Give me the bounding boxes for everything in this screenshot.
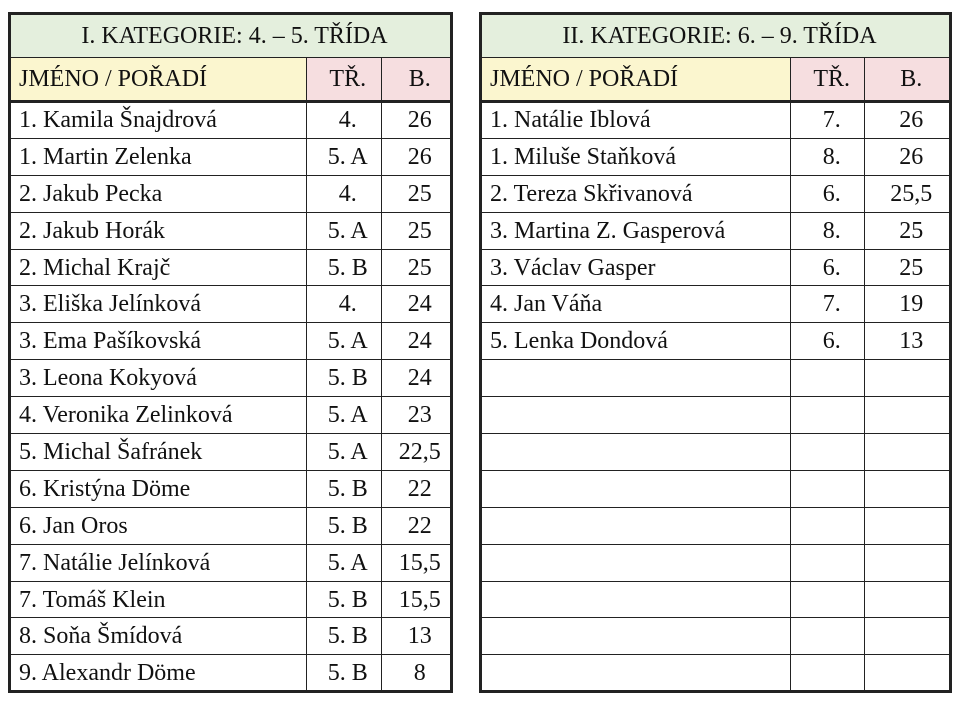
table-row — [10, 655, 452, 692]
score-cell — [865, 470, 951, 507]
name-cell — [481, 434, 791, 471]
score-cell: 13 — [381, 618, 451, 655]
name-cell: 2. Michal Krajč — [10, 249, 307, 286]
class-cell: 5. A — [307, 397, 382, 434]
class-cell: 6. — [790, 175, 864, 212]
score-cell: 25,5 — [865, 175, 951, 212]
score-cell: 26 — [865, 138, 951, 175]
name-cell: 2. Jakub Pecka — [10, 175, 307, 212]
name-cell: 1. Martin Zelenka — [10, 138, 307, 175]
score-cell: 23 — [381, 397, 451, 434]
table-row — [481, 249, 951, 286]
class-cell: 8. — [790, 138, 864, 175]
score-cell: 15,5 — [381, 544, 451, 581]
table-row — [481, 175, 951, 212]
table-row — [481, 286, 951, 323]
class-cell: 5. A — [307, 434, 382, 471]
class-cell — [790, 397, 864, 434]
table-row — [481, 655, 951, 692]
class-cell — [790, 544, 864, 581]
score-cell: 25 — [381, 212, 451, 249]
class-cell: 4. — [307, 286, 382, 323]
table-row — [10, 212, 452, 249]
score-cell: 13 — [865, 323, 951, 360]
table-row — [10, 249, 452, 286]
score-cell — [865, 618, 951, 655]
name-cell — [481, 618, 791, 655]
class-cell: 6. — [790, 323, 864, 360]
name-cell: 3. Eliška Jelínková — [10, 286, 307, 323]
table-row — [481, 544, 951, 581]
name-cell: 9. Alexandr Döme — [10, 655, 307, 692]
class-cell: 5. B — [307, 470, 382, 507]
name-cell: 8. Soňa Šmídová — [10, 618, 307, 655]
category-2-title: II. KATEGORIE: 6. – 9. TŘÍDA — [481, 14, 951, 58]
table-row — [10, 507, 452, 544]
score-cell: 25 — [381, 249, 451, 286]
score-cell: 25 — [381, 175, 451, 212]
table-row — [481, 470, 951, 507]
table-row — [481, 507, 951, 544]
name-cell: 3. Ema Pašíkovská — [10, 323, 307, 360]
table-row — [481, 323, 951, 360]
score-cell — [865, 397, 951, 434]
name-cell: 1. Miluše Staňková — [481, 138, 791, 175]
class-header: TŘ. — [790, 58, 864, 102]
score-cell: 26 — [381, 138, 451, 175]
score-cell: 22,5 — [381, 434, 451, 471]
class-cell — [790, 470, 864, 507]
score-cell — [865, 581, 951, 618]
name-cell: 2. Jakub Horák — [10, 212, 307, 249]
class-cell: 5. B — [307, 249, 382, 286]
table-row — [10, 544, 452, 581]
table-row — [481, 212, 951, 249]
score-cell: 19 — [865, 286, 951, 323]
score-cell: 25 — [865, 212, 951, 249]
score-cell: 24 — [381, 286, 451, 323]
category-1-title: I. KATEGORIE: 4. – 5. TŘÍDA — [10, 14, 452, 58]
class-cell: 5. B — [307, 507, 382, 544]
score-cell: 25 — [865, 249, 951, 286]
name-cell: 1. Natálie Iblová — [481, 102, 791, 139]
category-2-table — [479, 12, 952, 693]
class-cell: 4. — [307, 102, 382, 139]
table-row — [481, 360, 951, 397]
class-cell: 7. — [790, 286, 864, 323]
table-row — [10, 102, 452, 139]
score-cell: 24 — [381, 323, 451, 360]
table-row — [481, 434, 951, 471]
class-cell — [790, 360, 864, 397]
class-cell: 5. A — [307, 544, 382, 581]
score-cell — [865, 507, 951, 544]
score-cell — [865, 434, 951, 471]
name-cell — [481, 397, 791, 434]
table-row — [10, 581, 452, 618]
name-cell: 2. Tereza Skřivanová — [481, 175, 791, 212]
name-cell — [481, 544, 791, 581]
name-header: JMÉNO / POŘADÍ — [10, 58, 307, 102]
name-cell: 3. Martina Z. Gasperová — [481, 212, 791, 249]
score-cell: 22 — [381, 507, 451, 544]
table-row — [481, 138, 951, 175]
name-cell: 6. Kristýna Döme — [10, 470, 307, 507]
class-header: TŘ. — [307, 58, 382, 102]
class-cell: 7. — [790, 102, 864, 139]
score-cell: 26 — [865, 102, 951, 139]
class-cell — [790, 618, 864, 655]
name-cell — [481, 360, 791, 397]
table-row — [10, 470, 452, 507]
name-cell: 1. Kamila Šnajdrová — [10, 102, 307, 139]
table-row — [10, 397, 452, 434]
name-cell: 5. Lenka Dondová — [481, 323, 791, 360]
name-cell: 7. Tomáš Klein — [10, 581, 307, 618]
name-header: JMÉNO / POŘADÍ — [481, 58, 791, 102]
name-cell — [481, 655, 791, 692]
score-cell: 26 — [381, 102, 451, 139]
name-cell: 4. Jan Váňa — [481, 286, 791, 323]
category-1-table — [8, 12, 453, 693]
class-cell — [790, 655, 864, 692]
table-row — [10, 323, 452, 360]
name-cell: 3. Václav Gasper — [481, 249, 791, 286]
score-cell — [865, 360, 951, 397]
class-cell — [790, 507, 864, 544]
score-cell: 8 — [381, 655, 451, 692]
class-cell — [790, 434, 864, 471]
class-cell: 5. A — [307, 138, 382, 175]
score-cell — [865, 655, 951, 692]
table-row — [481, 618, 951, 655]
class-cell: 5. B — [307, 360, 382, 397]
score-cell — [865, 544, 951, 581]
score-cell: 15,5 — [381, 581, 451, 618]
name-cell: 6. Jan Oros — [10, 507, 307, 544]
table-row — [10, 286, 452, 323]
table-row — [10, 138, 452, 175]
table-row — [481, 102, 951, 139]
score-header: B. — [865, 58, 951, 102]
class-cell: 5. B — [307, 655, 382, 692]
name-cell — [481, 470, 791, 507]
class-cell: 5. B — [307, 618, 382, 655]
score-cell: 24 — [381, 360, 451, 397]
name-cell: 4. Veronika Zelinková — [10, 397, 307, 434]
class-cell: 5. B — [307, 581, 382, 618]
class-cell: 5. A — [307, 212, 382, 249]
class-cell — [790, 581, 864, 618]
name-cell — [481, 507, 791, 544]
table-row — [481, 581, 951, 618]
name-cell: 3. Leona Kokyová — [10, 360, 307, 397]
score-header: B. — [381, 58, 451, 102]
table-row — [10, 175, 452, 212]
class-cell: 6. — [790, 249, 864, 286]
class-cell: 5. A — [307, 323, 382, 360]
score-cell: 22 — [381, 470, 451, 507]
table-row — [10, 618, 452, 655]
class-cell: 4. — [307, 175, 382, 212]
table-row — [10, 360, 452, 397]
class-cell: 8. — [790, 212, 864, 249]
name-cell: 5. Michal Šafránek — [10, 434, 307, 471]
name-cell — [481, 581, 791, 618]
name-cell: 7. Natálie Jelínková — [10, 544, 307, 581]
table-row — [10, 434, 452, 471]
table-row — [481, 397, 951, 434]
